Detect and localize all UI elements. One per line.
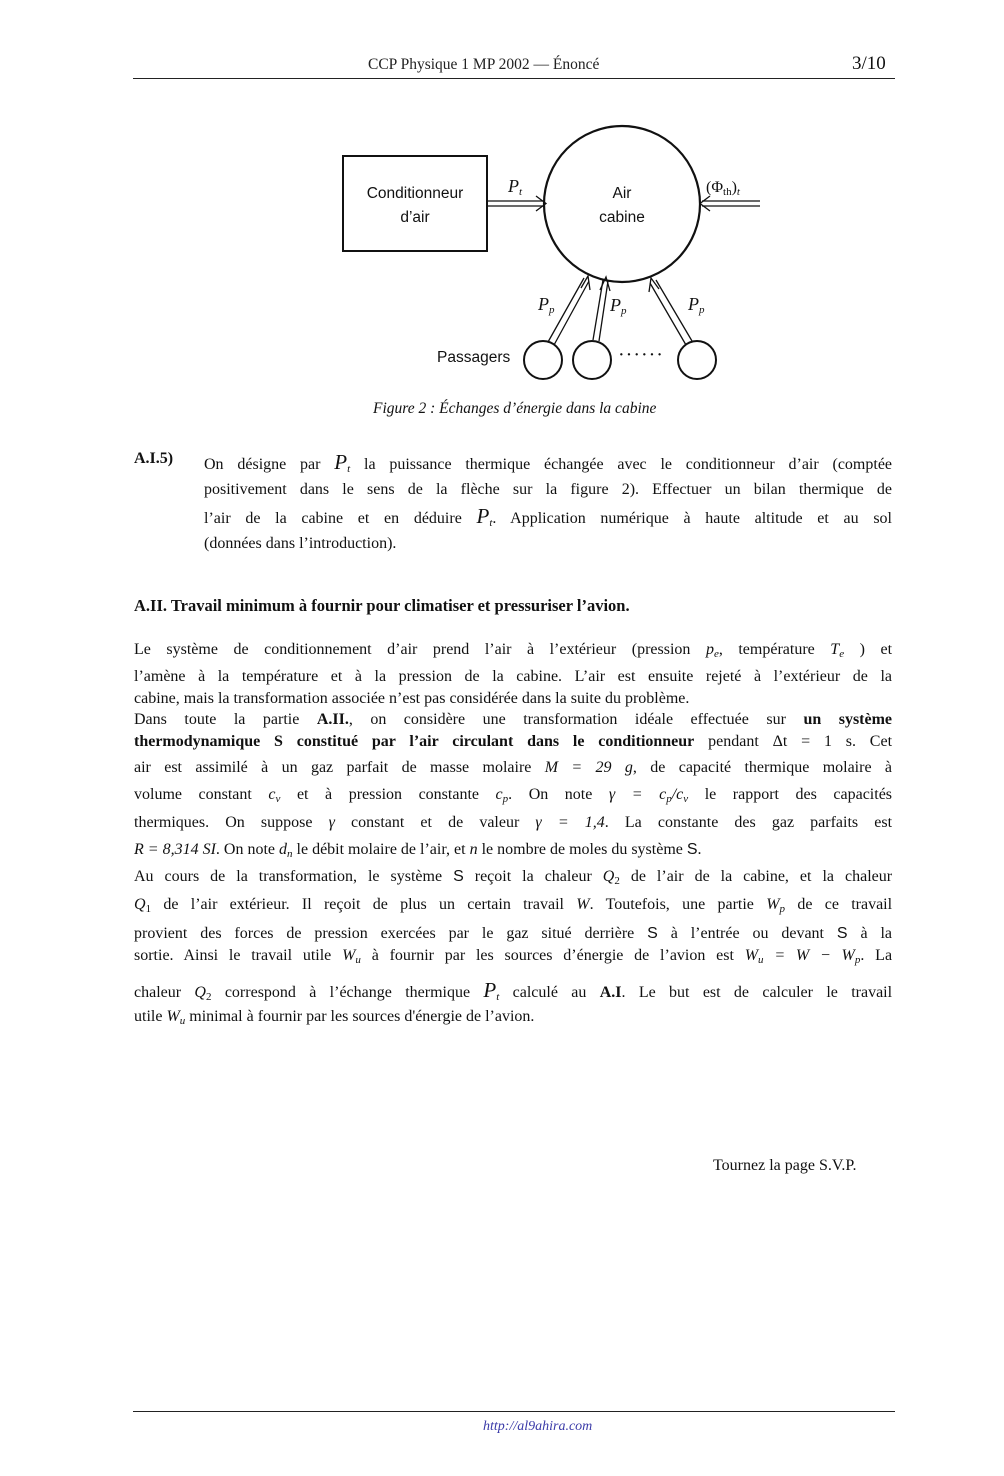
body-line-10: Au cours de la transformation, le système S reçoit la chaleur $Q_2$ de l’air de la cabine, et la chaleur <box>134 868 893 887</box>
body-line-14: chaleur $Q_2$ correspond à l’échange thermique $P_t$ calculé au A.I. Le but est de calculer le travail <box>134 978 893 1003</box>
page-number: 3/10 <box>852 53 886 74</box>
q-line-1: On désigne par $P_t$ la puissance thermique échangée avec le conditionneur d’air (comptée <box>204 450 893 475</box>
circle-line-1: Air <box>612 185 632 202</box>
passenger-dots: ······ <box>618 344 664 366</box>
question-number: A.I.5) <box>134 450 174 467</box>
label-pp-3: $P_p$ <box>688 294 705 316</box>
body-line-5: thermodynamique S constitué par l’air circulant dans le conditionneur pendant Δt = 1 s. Cet <box>134 733 893 750</box>
arrow-passenger-2 <box>593 277 610 341</box>
q-line-3: l’air de la cabine et en déduire $P_t$. Application numérique à haute altitude et au sol <box>204 504 892 529</box>
label-pt: $P_t$ <box>508 176 523 198</box>
header-rule <box>133 78 895 79</box>
passengers-label: Passagers <box>437 349 511 366</box>
arrow-passenger-3 <box>649 278 692 345</box>
label-phi: $(\Phi_{th})_t$ <box>706 179 740 198</box>
arrow-pt <box>487 196 546 211</box>
running-header-title: CCP Physique 1 MP 2002 — Énoncé <box>368 56 600 73</box>
turn-page-note: Tournez la page S.V.P. <box>713 1157 857 1174</box>
body-line-15: utile $W_u$ minimal à fournir par les sources d'énergie de l’avion. <box>134 1008 535 1027</box>
body-line-12: provient des forces de pression exercées par le gaz situé derrière S à l’entrée ou devant S à la <box>134 925 892 942</box>
body-line-1: Le système de conditionnement d’air prend l’air à l’extérieur (pression $p_e$, température $T_e$ ) et <box>134 641 893 660</box>
energy-exchange-diagram <box>300 120 780 400</box>
passenger-circle-2 <box>573 341 611 379</box>
body-line-9: R = 8,314 SI. On note $d_n$ le débit molaire de l’air, et n le nombre de moles du système S. <box>134 841 702 860</box>
figure-caption: Figure 2 : Échanges d’énergie dans la cabine <box>373 400 657 417</box>
body-line-3: cabine, mais la transformation associée n’est pas considérée dans la suite du problème. <box>134 690 690 707</box>
box-line-2: d’air <box>400 209 430 226</box>
body-line-13: sortie. Ainsi le travail utile $W_u$ à fournir par les sources d’énergie de l’avion est $W_u = W - W_p$. La <box>134 947 893 966</box>
footer-url-link[interactable]: http://al9ahira.com <box>483 1419 593 1434</box>
body-line-7: volume constant $c_v$ et à pression constante $c_p$. On note $\gamma = c_p/c_v$ le rapport des capacités <box>134 786 893 805</box>
label-pp-1: $P_p$ <box>538 294 555 316</box>
body-line-4: Dans toute la partie A.II., on considère une transformation idéale effectuée sur un système <box>134 711 893 728</box>
footer-rule <box>133 1411 895 1412</box>
figure-2 <box>300 120 780 400</box>
q-line-2: positivement dans le sens de la flèche sur la figure 2). Effectuer un bilan thermique de <box>204 481 892 498</box>
question-a15-text <box>204 449 892 557</box>
q-line-4: (données dans l’introduction). <box>204 535 397 552</box>
body-line-11: $Q_1$ de l’air extérieur. Il reçoit de plus un certain travail W. Toutefois, une partie $W_p$ de ce travail <box>134 896 893 915</box>
cabin-circle <box>544 126 700 282</box>
arrow-phi <box>700 196 760 211</box>
body-line-8: thermiques. On suppose γ constant et de valeur γ = 1,4. La constante des gaz parfaits est <box>134 814 893 831</box>
body-text <box>134 639 892 1028</box>
label-pp-2: $P_p$ <box>610 295 627 317</box>
body-line-6: air est assimilé à un gaz parfait de masse molaire M = 29 g, de capacité thermique molaire à <box>134 759 893 776</box>
section-title: A.II. Travail minimum à fournir pour climatiser et pressuriser l’avion. <box>134 596 630 615</box>
circle-line-2: cabine <box>599 209 645 226</box>
passenger-circle-1 <box>524 341 562 379</box>
body-line-2: l’amène à la température et à la pression de la cabine. L’air est ensuite rejeté à l’extérieur de la <box>134 668 892 685</box>
box-line-1: Conditionneur <box>366 185 464 202</box>
passenger-circle-3 <box>678 341 716 379</box>
